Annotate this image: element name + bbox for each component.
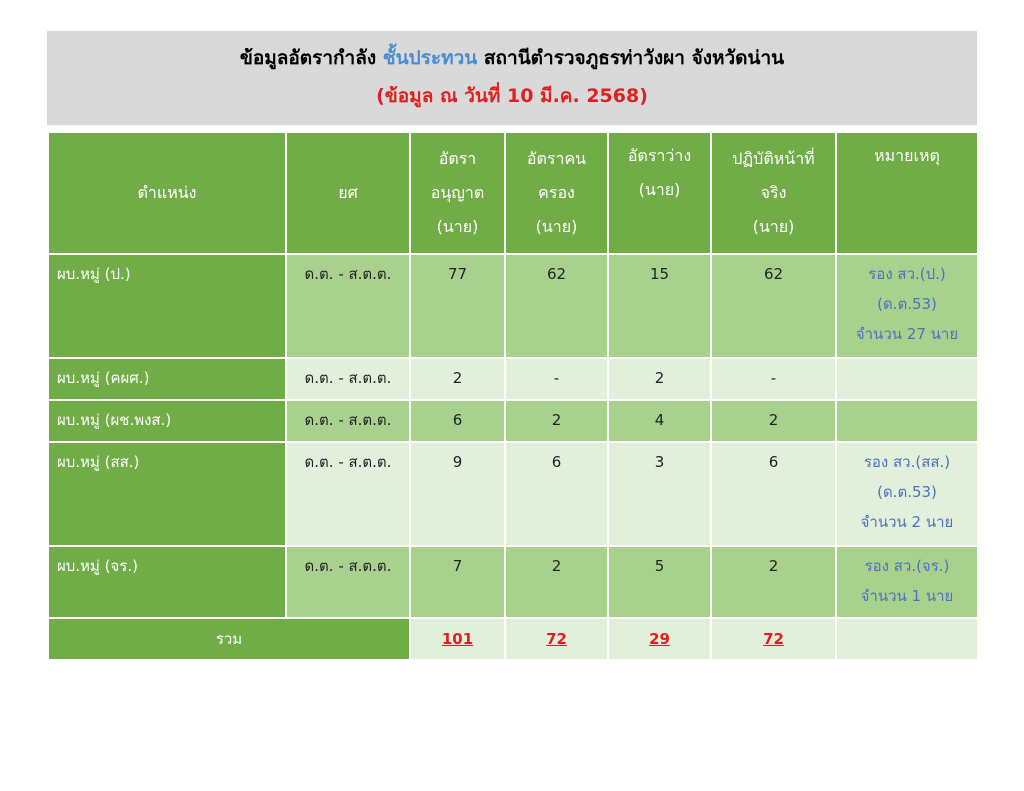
cell-actual: 2 [711,400,836,442]
header-actual-l1: ปฏิบัติหน้าที่ [732,149,815,168]
cell-actual: 6 [711,442,836,546]
cell-rank: ด.ต. - ส.ต.ต. [286,400,410,442]
remark-line: จำนวน 2 นาย [860,513,954,531]
cell-remark [836,254,978,358]
cell-remark [836,358,978,400]
cell-remark [836,400,978,442]
total-row [48,618,978,660]
cell-actual: 2 [711,546,836,618]
cell-current: 62 [505,254,608,358]
remark-line: (ด.ต.53) [877,483,937,501]
cell-position: ผบ.หมู่ (จร.) [48,546,286,618]
remark-line: รอง สว.(ป.) [868,265,946,283]
remark-line: (ด.ต.53) [877,295,937,313]
cell-actual: - [711,358,836,400]
cell-current: - [505,358,608,400]
cell-authorized: 77 [410,254,505,358]
remark-line: จำนวน 27 นาย [855,325,959,343]
cell-position: ผบ.หมู่ (ป.) [48,254,286,358]
cell-vacant: 3 [608,442,711,546]
header-position: ตำแหน่ง [48,132,286,254]
cell-authorized: 2 [410,358,505,400]
total-vacant: 29 [608,618,711,660]
header-current-l2: ครอง [538,183,575,202]
total-actual: 72 [711,618,836,660]
remark-line: จำนวน 1 นาย [860,587,954,605]
title-main [47,43,977,73]
header-authorized-l2: อนุญาต [430,183,485,202]
cell-vacant: 5 [608,546,711,618]
total-authorized: 101 [410,618,505,660]
cell-authorized: 9 [410,442,505,546]
cell-rank: ด.ต. - ส.ต.ต. [286,546,410,618]
manpower-table [47,131,979,661]
cell-position: ผบ.หมู่ (ผช.พงส.) [48,400,286,442]
title-highlight: ชั้นประทวน [382,47,478,69]
cell-authorized: 7 [410,546,505,618]
header-authorized [410,132,505,254]
header-actual-l3: (นาย) [752,217,795,236]
header-actual-l2: จริง [760,183,787,202]
header-authorized-l1: อัตรา [438,149,477,168]
table-row [48,254,978,358]
header-remark: หมายเหตุ [836,132,978,254]
table-row [48,400,978,442]
header-row [48,132,978,254]
table-row [48,546,978,618]
title-box [47,31,977,125]
table-row [48,442,978,546]
header-rank: ยศ [286,132,410,254]
header-authorized-l3: (นาย) [436,217,479,236]
cell-position: ผบ.หมู่ (สส.) [48,442,286,546]
table-row [48,358,978,400]
cell-current: 2 [505,546,608,618]
cell-rank: ด.ต. - ส.ต.ต. [286,254,410,358]
cell-rank: ด.ต. - ส.ต.ต. [286,442,410,546]
total-current: 72 [505,618,608,660]
title-date: (ข้อมูล ณ วันที่ 10 มี.ค. 2568) [376,85,648,107]
cell-remark [836,442,978,546]
cell-vacant: 15 [608,254,711,358]
header-current [505,132,608,254]
title-prefix: ข้อมูลอัตรากำลัง [239,47,377,69]
total-remark [836,618,978,660]
cell-remark [836,546,978,618]
cell-current: 6 [505,442,608,546]
header-vacant-l2: (นาย) [638,180,681,199]
cell-position: ผบ.หมู่ (คผศ.) [48,358,286,400]
cell-vacant: 2 [608,358,711,400]
cell-current: 2 [505,400,608,442]
remark-line: รอง สว.(สส.) [863,453,951,471]
remark-line: รอง สว.(จร.) [864,557,950,575]
cell-actual: 62 [711,254,836,358]
header-vacant [608,132,711,254]
total-label: รวม [48,618,410,660]
cell-rank: ด.ต. - ส.ต.ต. [286,358,410,400]
title-suffix: สถานีตำรวจภูธรท่าวังผา จังหวัดน่าน [483,47,785,69]
cell-vacant: 4 [608,400,711,442]
header-actual [711,132,836,254]
cell-authorized: 6 [410,400,505,442]
header-current-l1: อัตราคน [526,149,587,168]
header-vacant-l1: อัตราว่าง [627,146,692,165]
header-current-l3: (นาย) [535,217,578,236]
